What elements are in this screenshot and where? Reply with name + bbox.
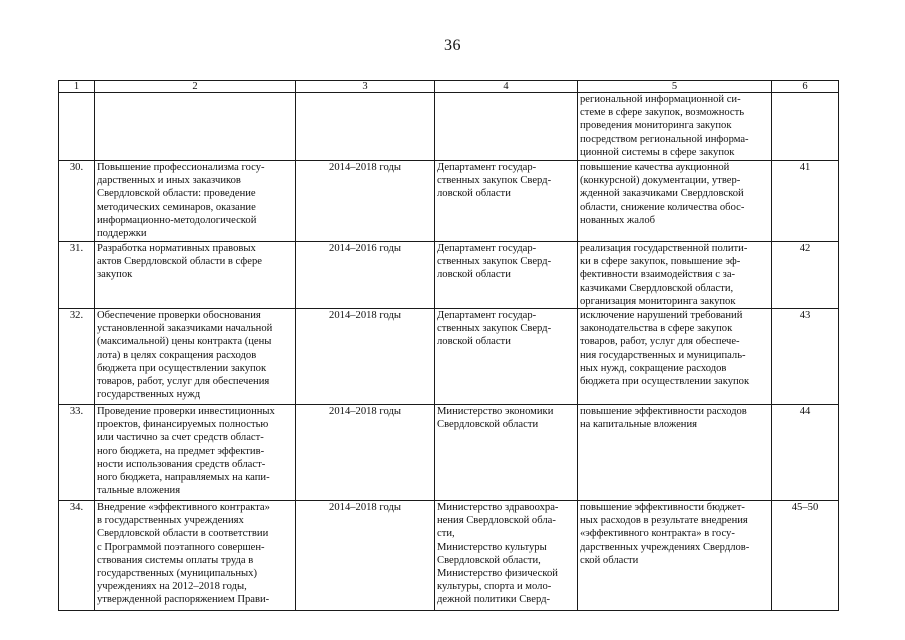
result-line: товаров, работ, услуг для обеспече- — [580, 336, 740, 348]
table-row — [59, 309, 839, 405]
table-header-row — [59, 81, 839, 93]
cell-indicator: 41 — [772, 161, 839, 242]
cell-executor — [435, 93, 578, 161]
cell-action — [95, 161, 296, 242]
result-line: (конкурсной) документации, утвер- — [580, 175, 741, 187]
result-line: области, снижение количества обос- — [580, 201, 745, 213]
action-line: дарственных и иных заказчиков — [97, 175, 241, 187]
result-line: стеме в сфере закупок, возможность — [580, 107, 745, 119]
col-header-2: 2 — [95, 81, 296, 93]
table-row — [59, 405, 839, 501]
cell-term: 2014–2018 годы — [296, 501, 435, 611]
executor-line: Департамент государ- — [437, 162, 537, 173]
result-line: повышение эффективности бюджет- — [580, 502, 745, 514]
cell-indicator: 42 — [772, 242, 839, 309]
measures-table — [58, 80, 839, 611]
result-line: дарственных учреждениях Свердлов- — [580, 541, 750, 553]
cell-result — [578, 242, 772, 309]
executor-line: нения Свердловской обла- — [437, 515, 556, 527]
action-line: ности использования средств област- — [97, 458, 266, 470]
result-line: «эффективного контракта» в госу- — [580, 528, 735, 540]
cell-result — [578, 405, 772, 501]
action-line: государственных (муниципальных) — [97, 568, 257, 580]
executor-line: Министерство культуры — [437, 541, 547, 553]
col-header-1: 1 — [59, 81, 95, 93]
executor-line: Департамент государ- — [437, 310, 537, 322]
row-number: 30. — [59, 161, 95, 242]
col-header-5: 5 — [578, 81, 772, 93]
action-line: закупок — [97, 269, 133, 281]
result-line: исключение нарушений требований — [580, 310, 743, 322]
executor-line: ловской области — [437, 336, 511, 348]
action-line: в государственных учреждениях — [97, 515, 244, 527]
result-line: повышение качества аукционной — [580, 162, 730, 173]
cell-result — [578, 501, 772, 611]
executor-line: ственных закупок Сверд- — [437, 175, 552, 187]
action-line: утвержденной распоряжением Прави- — [97, 594, 270, 606]
cell-term: 2014–2018 годы — [296, 309, 435, 405]
action-line: учреждениях на 2012–2018 годы, — [97, 581, 247, 593]
action-line: поддержки — [97, 228, 147, 240]
action-line: государственных нужд — [97, 389, 201, 401]
row-number: 33. — [59, 405, 95, 501]
action-line: проектов, финансируемых полностью — [97, 419, 269, 431]
action-line: Обеспечение проверки обоснования — [97, 310, 261, 322]
cell-action — [95, 405, 296, 501]
executor-line: ловской области — [437, 188, 511, 200]
result-line: законодательства в сфере закупок — [580, 323, 733, 335]
result-line: ки в сфере закупок, повышение эф- — [580, 256, 741, 268]
result-line: посредством региональной информа- — [580, 133, 749, 145]
page-number: 36 — [444, 37, 461, 54]
cell-term: 2014–2016 годы — [296, 242, 435, 309]
cell-action — [95, 93, 296, 161]
action-line: ствования системы оплаты труда в — [97, 554, 254, 566]
cell-action — [95, 309, 296, 405]
result-line: на капитальные вложения — [580, 419, 697, 431]
result-line: фективности взаимодействия с за- — [580, 269, 736, 281]
cell-number — [59, 93, 95, 161]
result-line: казчиками Свердловской области, — [580, 282, 734, 294]
cell-executor — [435, 161, 578, 242]
col-header-4: 4 — [435, 81, 578, 93]
result-line: ных нужд, сокращение расходов — [580, 362, 727, 374]
action-line: актов Свердловской области в сфере — [97, 256, 262, 268]
result-line: проведения мониторинга закупок — [580, 120, 732, 132]
table-row — [59, 501, 839, 611]
action-line: с Программой поэтапного совершен- — [97, 541, 265, 553]
action-line: Внедрение «эффективного контракта» — [97, 502, 270, 514]
executor-line: ловской области — [437, 269, 511, 281]
action-line: установленной заказчиками начальной — [97, 323, 273, 335]
row-number: 34. — [59, 501, 95, 611]
action-line: товаров, работ, услуг для обеспечения — [97, 376, 270, 388]
cell-indicator — [772, 93, 839, 161]
cell-indicator: 43 — [772, 309, 839, 405]
executor-line: ственных закупок Сверд- — [437, 323, 552, 335]
cell-term — [296, 93, 435, 161]
action-line: или частично за счет средств област- — [97, 432, 264, 444]
action-line: ного бюджета, направляемых на капи- — [97, 472, 270, 484]
result-line: организация мониторинга закупок — [580, 295, 736, 307]
action-line: лота) в целях сокращения расходов — [97, 349, 257, 361]
row-number: 32. — [59, 309, 95, 405]
action-line: Свердловской области: проведение — [97, 188, 256, 200]
action-line: Разработка нормативных правовых — [97, 243, 256, 254]
executor-line: Министерство экономики — [437, 406, 554, 418]
cell-term: 2014–2018 годы — [296, 161, 435, 242]
col-header-3: 3 — [296, 81, 435, 93]
col-header-6: 6 — [772, 81, 839, 93]
cell-executor — [435, 501, 578, 611]
result-line: ской области — [580, 554, 639, 566]
result-line: ния государственных и муниципаль- — [580, 349, 746, 361]
result-line: региональной информационной си- — [580, 94, 741, 105]
result-line: ных расходов в результате внедрения — [580, 515, 748, 527]
executor-line: Департамент государ- — [437, 243, 537, 254]
executor-line: Свердловской области, — [437, 554, 541, 566]
executor-line: дежной политики Сверд- — [437, 594, 551, 606]
action-line: (максимальной) цены контракта (цены — [97, 336, 272, 348]
cell-executor — [435, 405, 578, 501]
executor-line: Министерство здравоохра- — [437, 502, 559, 514]
cell-executor — [435, 309, 578, 405]
table-row — [59, 161, 839, 242]
action-line: Проведение проверки инвестиционных — [97, 406, 275, 418]
cell-action — [95, 501, 296, 611]
executor-line: Министерство физической — [437, 568, 558, 580]
cell-result — [578, 161, 772, 242]
result-line: нованных жалоб — [580, 214, 656, 226]
cell-indicator: 45–50 — [772, 501, 839, 611]
cell-action — [95, 242, 296, 309]
table-row — [59, 242, 839, 309]
executor-line: сти, — [437, 528, 455, 540]
action-line: бюджета при осуществлении закупок — [97, 362, 267, 374]
executor-line: культуры, спорта и моло- — [437, 581, 552, 593]
cell-term: 2014–2018 годы — [296, 405, 435, 501]
action-line: ного бюджета, на предмет эффектив- — [97, 445, 265, 457]
action-line: Свердловской области в соответствии — [97, 528, 269, 540]
result-line: жденной заказчиками Свердловской — [580, 188, 744, 200]
result-line: ционной системы в сфере закупок — [580, 146, 735, 158]
cell-result — [578, 309, 772, 405]
result-line: повышение эффективности расходов — [580, 406, 747, 418]
cell-executor — [435, 242, 578, 309]
action-line: тальные вложения — [97, 485, 181, 497]
executor-line: Свердловской области — [437, 419, 539, 431]
result-line: бюджета при осуществлении закупок — [580, 376, 750, 388]
continuation-row — [59, 93, 839, 161]
action-line: информационно-методологической — [97, 214, 257, 226]
cell-indicator: 44 — [772, 405, 839, 501]
result-line: реализация государственной полити- — [580, 243, 748, 254]
row-number: 31. — [59, 242, 95, 309]
action-line: Повышение профессионализма госу- — [97, 162, 265, 173]
action-line: методических семинаров, оказание — [97, 201, 256, 213]
executor-line: ственных закупок Сверд- — [437, 256, 552, 268]
cell-result — [578, 93, 772, 161]
